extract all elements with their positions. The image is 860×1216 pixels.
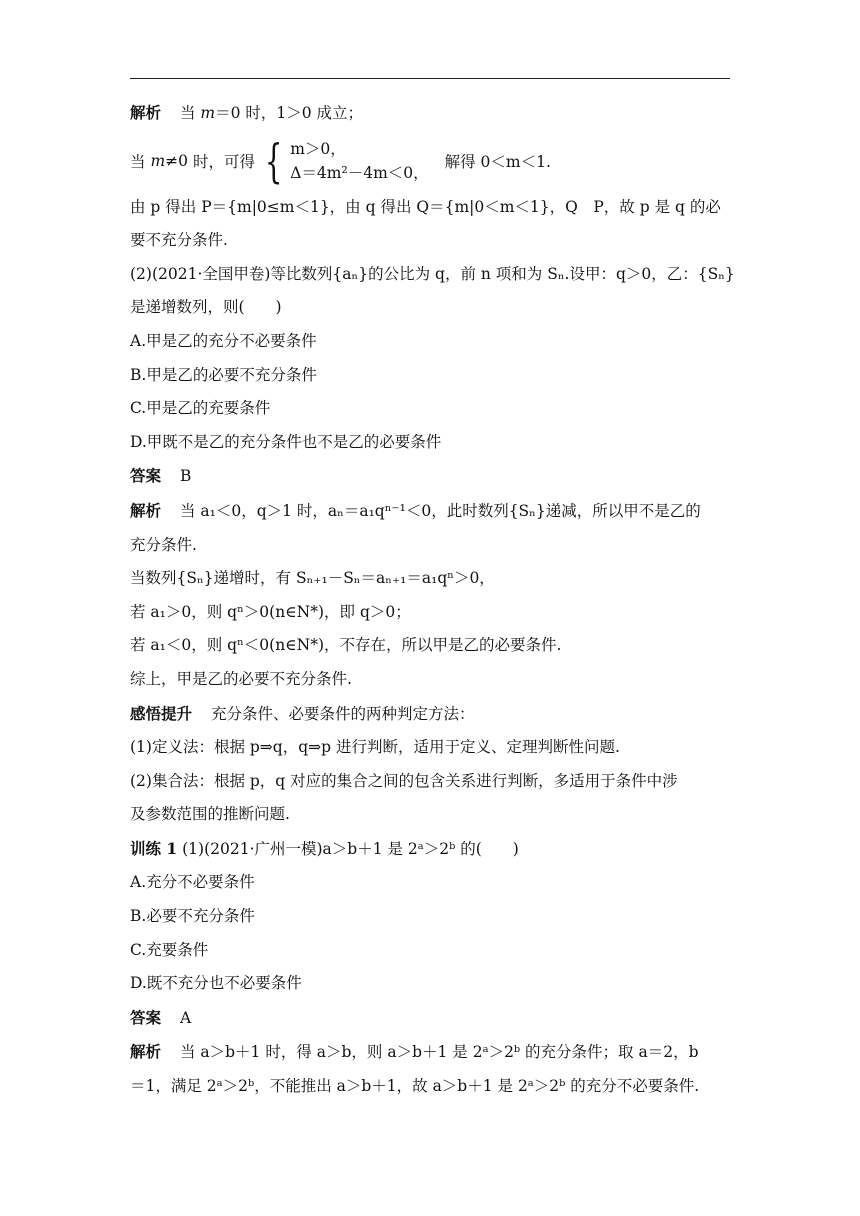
answer-label: 答案 xyxy=(130,466,162,486)
sol1-line3: 由 p 得出 P＝{m|0≤m＜1}，由 q 得出 Q＝{m|0＜m＜1}，Q P，故 p 是 q 的必 xyxy=(130,197,721,216)
train1-option-c: C.充要条件 xyxy=(130,940,209,959)
train1-option-d: D.既不充分也不必要条件 xyxy=(130,974,302,993)
sol1-line4: 要不充分条件. xyxy=(130,231,228,250)
q2-answer xyxy=(130,459,730,494)
q2-stem-line2: 是递增数列，则( ) xyxy=(130,298,282,317)
train1-answer xyxy=(130,1001,730,1036)
train1-answer-value: A xyxy=(179,1008,192,1027)
insight-line2: (2)集合法：根据 p，q 对应的集合之间的包含关系进行判断，多适用于条件中涉 xyxy=(130,771,678,790)
analysis-label: 解析 xyxy=(130,103,162,122)
header-rule xyxy=(130,78,730,79)
analysis-label: 解析 xyxy=(130,500,162,520)
answer-label: 答案 xyxy=(130,1007,162,1027)
brace-symbol: { xyxy=(264,133,283,188)
q2-analysis-line3: 当数列{Sₙ}递增时，有 Sₙ₊₁－Sₙ＝aₙ₊₁＝a₁qⁿ＞0， xyxy=(130,569,495,588)
q2-option-c: C.甲是乙的充要条件 xyxy=(130,399,271,418)
document-body xyxy=(130,96,735,1104)
sol1-system-line: 当 m ≠0 时，可得 { m＞0， Δ＝4m²－4m＜0， 解得 0＜m＜1. xyxy=(130,133,551,188)
insight-line3: 及参数范围的推断问题. xyxy=(130,805,290,824)
q2-option-a: A.甲是乙的充分不必要条件 xyxy=(130,331,317,350)
insight-label: 感悟提升 xyxy=(130,703,193,723)
insight-heading: 感悟提升 充分条件、必要条件的两种判定方法： xyxy=(130,703,475,723)
q2-option-d: D.甲既不是乙的充分条件也不是乙的必要条件 xyxy=(130,432,442,451)
q2-answer-value: B xyxy=(179,467,192,486)
train1-question: 训练 1 (1)(2021·广州一模)a＞b＋1 是 2ᵃ＞2ᵇ 的( ) xyxy=(130,838,519,858)
insight-line1: (1)定义法：根据 p⇒q，q⇒p 进行判断，适用于定义、定理判断性问题. xyxy=(130,738,620,757)
q2-analysis-line6: 综上，甲是乙的必要不充分条件. xyxy=(130,669,352,688)
sol1-line1: 解析 当 m＝0 时，1＞0 成立； xyxy=(130,103,364,122)
train1-analysis-line1: 解析 当 a＞b＋1 时，得 a＞b，则 a＞b＋1 是 2ᵃ＞2ᵇ 的充分条件；取 a＝2，b xyxy=(130,1042,699,1062)
q2-stem-line1: (2)(2021·全国甲卷)等比数列{aₙ}的公比为 q，前 n 项和为 Sₙ.设甲：q＞0，乙：{Sₙ} xyxy=(130,264,735,283)
q2-analysis-line1: 解析 当 a₁＜0，q＞1 时，aₙ＝a₁qⁿ⁻¹＜0，此时数列{Sₙ}递减，所以甲不是乙的 xyxy=(130,500,701,520)
training-label: 训练 1 xyxy=(130,838,178,858)
analysis-label: 解析 xyxy=(130,1042,162,1062)
train1-option-a: A.充分不必要条件 xyxy=(130,873,255,892)
train1-analysis-line2: ＝1，满足 2ᵃ＞2ᵇ，不能推出 a＞b＋1，故 a＞b＋1 是 2ᵃ＞2ᵇ 的充分不必要条件. xyxy=(130,1077,700,1096)
train1-option-b: B.必要不充分条件 xyxy=(130,907,255,926)
inequality-system: m＞0， Δ＝4m²－4m＜0， xyxy=(290,139,429,182)
q2-analysis-line5: 若 a₁＜0，则 qⁿ＜0(n∈N*)，不存在，所以甲是乙的必要条件. xyxy=(130,636,562,655)
q2-analysis-line4: 若 a₁＞0，则 qⁿ＞0(n∈N*)，即 q＞0； xyxy=(130,602,411,621)
q2-analysis-line2: 充分条件. xyxy=(130,535,197,554)
q2-option-b: B.甲是乙的必要不充分条件 xyxy=(130,365,317,384)
